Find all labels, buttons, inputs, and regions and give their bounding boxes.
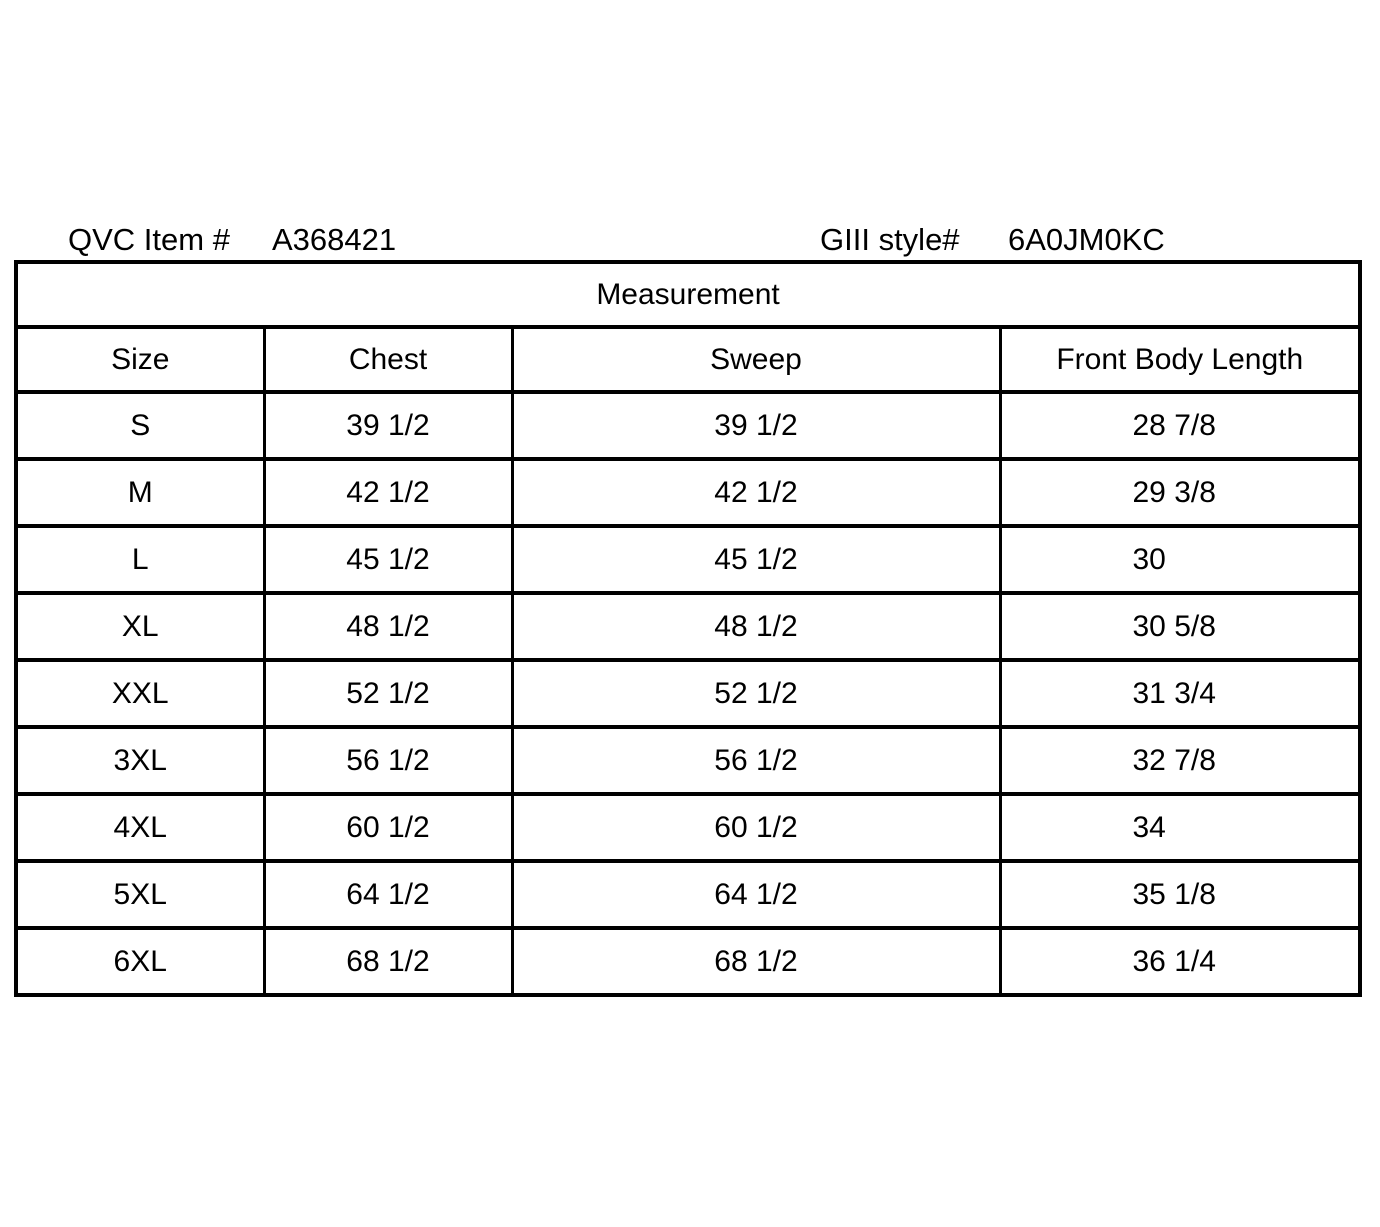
cell-sweep: 48 1/2 [512,593,1000,660]
qvc-item-value: A368421 [272,222,397,257]
cell-front-body-length: 36 1/4 [1000,928,1360,995]
cell-front-body-length: 29 3/8 [1000,459,1360,526]
table-row [16,727,1360,794]
cell-size: M [16,459,264,526]
cell-size: S [16,392,264,459]
cell-sweep: 42 1/2 [512,459,1000,526]
table-title: Measurement [16,262,1360,327]
cell-front-body-length: 30 5/8 [1000,593,1360,660]
table-row [16,660,1360,727]
cell-front-body-length: 31 3/4 [1000,660,1360,727]
cell-front-body-length: 34 [1000,794,1360,861]
cell-chest: 68 1/2 [264,928,512,995]
cell-size: 6XL [16,928,264,995]
cell-chest: 39 1/2 [264,392,512,459]
table-row [16,794,1360,861]
column-header-size: Size [16,327,264,392]
column-header-front-body-length: Front Body Length [1000,327,1360,392]
cell-front-body-length: 28 7/8 [1000,392,1360,459]
giii-style-label: GIII style# [820,222,960,257]
cell-size: 3XL [16,727,264,794]
cell-chest: 56 1/2 [264,727,512,794]
table-title-row [16,262,1360,327]
cell-chest: 60 1/2 [264,794,512,861]
column-header-chest: Chest [264,327,512,392]
cell-sweep: 39 1/2 [512,392,1000,459]
cell-sweep: 64 1/2 [512,861,1000,928]
cell-size: XXL [16,660,264,727]
table-row [16,928,1360,995]
measurement-table-body [16,392,1360,995]
table-row [16,861,1360,928]
cell-front-body-length: 35 1/8 [1000,861,1360,928]
qvc-item-label: QVC Item # [68,222,230,257]
cell-chest: 64 1/2 [264,861,512,928]
cell-sweep: 68 1/2 [512,928,1000,995]
cell-sweep: 56 1/2 [512,727,1000,794]
cell-sweep: 45 1/2 [512,526,1000,593]
cell-size: 5XL [16,861,264,928]
cell-size: L [16,526,264,593]
cell-front-body-length: 30 [1000,526,1360,593]
table-row [16,392,1360,459]
table-row [16,593,1360,660]
giii-style-value: 6A0JM0KC [1008,222,1165,257]
cell-front-body-length: 32 7/8 [1000,727,1360,794]
cell-chest: 48 1/2 [264,593,512,660]
cell-chest: 45 1/2 [264,526,512,593]
table-row [16,526,1360,593]
cell-chest: 42 1/2 [264,459,512,526]
cell-size: 4XL [16,794,264,861]
cell-sweep: 52 1/2 [512,660,1000,727]
measurement-table [14,260,1362,997]
cell-size: XL [16,593,264,660]
column-header-sweep: Sweep [512,327,1000,392]
table-header-row [16,327,1360,392]
cell-sweep: 60 1/2 [512,794,1000,861]
table-row [16,459,1360,526]
cell-chest: 52 1/2 [264,660,512,727]
